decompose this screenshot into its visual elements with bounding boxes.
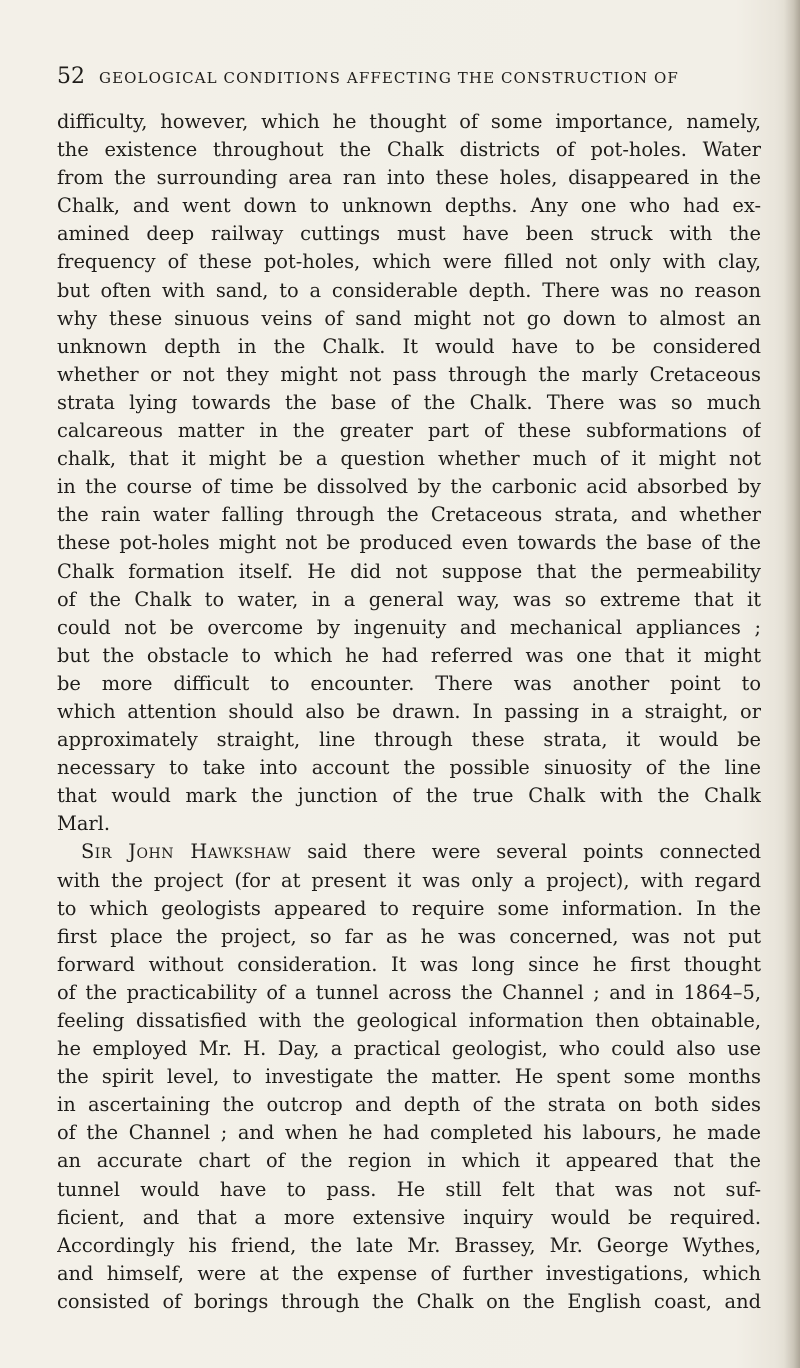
text-line: he employed Mr. H. Day, a practical geologist, who could also use: [57, 1037, 761, 1061]
text-line: difficulty, however, which he thought of some importance, namely,: [57, 110, 761, 133]
text-line: amined deep railway cuttings must have been struck with the: [57, 222, 761, 246]
text-line: in ascertaining the outcrop and depth of the strata on both sides: [57, 1093, 761, 1117]
speaker-name: Sir John Hawkshaw: [81, 840, 292, 864]
text-line: but often with sand, to a considerable depth. There was no reason: [57, 278, 761, 302]
text-line: that would mark the junction of the true Chalk with the Chalk: [57, 784, 761, 808]
text-line: feeling dissatisfied with the geological information then obtainable,: [57, 1009, 761, 1032]
text-line: Accordingly his friend, the late Mr. Brassey, Mr. George Wythes,: [57, 1233, 761, 1257]
paragraph-2-first-line: [57, 838, 761, 866]
text-line: of the Channel ; and when he had completed his labours, he made: [57, 1121, 761, 1145]
text-line: ficient, and that a more extensive inquiry would be required.: [57, 1205, 761, 1229]
text-line: Chalk, and went down to unknown depths. Any one who had ex-: [57, 194, 761, 218]
text-line: the rain water falling through the Cretaceous strata, and whether: [57, 503, 761, 527]
text-line: the existence throughout the Chalk districts of pot-holes. Water: [57, 138, 761, 162]
text-line: Marl.: [57, 812, 111, 836]
text-line: to which geologists appeared to require some information. In the: [57, 896, 761, 920]
text-line: unknown depth in the Chalk. It would have to be considered: [57, 334, 761, 358]
text-line: why these sinuous veins of sand might not go down to almost an: [57, 306, 761, 330]
text-line: an accurate chart of the region in which it appeared that the: [57, 1149, 761, 1173]
text-line: with the project (for at present it was only a project), with regard: [57, 868, 761, 892]
text-line: and himself, were at the expense of further investigations, which: [57, 1261, 761, 1285]
text-line: frequency of these pot-holes, which were filled not only with clay,: [57, 250, 761, 274]
text-line: calcareous matter in the greater part of these subformations of: [57, 419, 761, 443]
text-line: approximately straight, line through these strata, it would be: [57, 728, 761, 752]
text-line: could not be overcome by ingenuity and mechanical appliances ;: [57, 615, 761, 639]
text-fragment: said there were several points connected: [307, 840, 761, 864]
text-line: consisted of borings through the Chalk on the English coast, and: [57, 1289, 761, 1313]
page-number: 52: [57, 64, 85, 89]
text-line: from the surrounding area ran into these holes, disappeared in the: [57, 166, 761, 190]
text-line: be more difficult to encounter. There was another point to: [57, 671, 761, 695]
text-line: these pot-holes might not be produced even towards the base of the: [57, 531, 761, 555]
text-line: Chalk formation itself. He did not suppose that the permeability: [57, 559, 761, 583]
page-edge-shadow: [784, 0, 800, 1368]
text-line: the spirit level, to investigate the matter. He spent some months: [57, 1065, 761, 1089]
text-line: of the Chalk to water, in a general way, was so extreme that it: [57, 587, 761, 611]
paragraph-2: [57, 838, 761, 1316]
text-line: tunnel would have to pass. He still felt that was not suf-: [57, 1177, 761, 1201]
text-line: of the practicability of a tunnel across the Channel ; and in 1864–5,: [57, 980, 761, 1004]
text-line: first place the project, so far as he was concerned, was not put: [57, 924, 761, 948]
text-line: necessary to take into account the possible sinuosity of the line: [57, 756, 761, 780]
text-line: which attention should also be drawn. In passing in a straight, or: [57, 699, 761, 723]
text-line: forward without consideration. It was long since he first thought: [57, 952, 761, 976]
running-title: GEOLOGICAL CONDITIONS AFFECTING THE CONSTRUCTION OF: [99, 69, 679, 87]
text-line: in the course of time be dissolved by the carbonic acid absorbed by: [57, 475, 761, 499]
text-line: chalk, that it might be a question whether much of it might not: [57, 447, 761, 471]
text-line: strata lying towards the base of the Chalk. There was so much: [57, 390, 761, 414]
body-text: [57, 108, 761, 1316]
text-line: but the obstacle to which he had referred was one that it might: [57, 643, 761, 667]
text-line: whether or not they might not pass through the marly Cretaceous: [57, 362, 761, 386]
running-head: [57, 64, 757, 89]
paragraph-1: [57, 108, 761, 838]
